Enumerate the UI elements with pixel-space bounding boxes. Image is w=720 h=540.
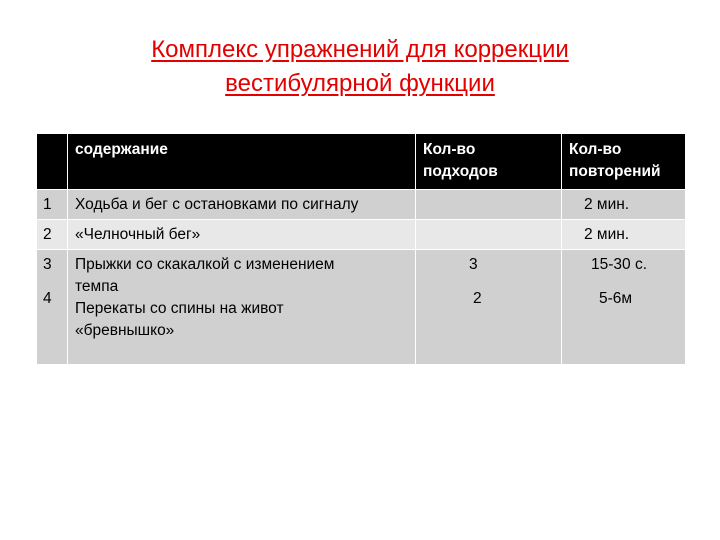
row-reps: 2 мин. (562, 220, 686, 250)
header-reps-line2: повторений (569, 163, 661, 180)
row-number-4: 4 (43, 290, 52, 307)
content-4-line1: Перекаты со спины на живот (75, 300, 284, 317)
row-number: 1 (37, 190, 68, 220)
row-numbers (37, 250, 68, 365)
row-content (68, 250, 416, 365)
row-reps (562, 250, 686, 365)
header-reps (562, 134, 686, 190)
row-sets (416, 190, 562, 220)
content-3-line2: темпа (75, 278, 119, 295)
row-content: Ходьба и бег с остановками по сигналу (68, 190, 416, 220)
title-line-1: Комплекс упражнений для коррекции (151, 36, 569, 63)
content-4-line2: «бревнышко» (75, 322, 175, 339)
row-number: 2 (37, 220, 68, 250)
reps-4: 5-6м (599, 290, 633, 307)
row-reps: 2 мин. (562, 190, 686, 220)
row-content: «Челночный бег» (68, 220, 416, 250)
row-sets (416, 250, 562, 365)
reps-3: 15-30 с. (591, 256, 648, 273)
header-content: содержание (68, 134, 416, 190)
exercise-table (36, 133, 686, 365)
content-3-line1: Прыжки со скакалкой с изменением (75, 256, 335, 273)
table-row (37, 190, 686, 220)
header-number (37, 134, 68, 190)
table-row (37, 220, 686, 250)
header-sets-line2: подходов (423, 163, 498, 180)
row-sets (416, 220, 562, 250)
slide-title (0, 33, 720, 101)
header-reps-line1: Кол-во (569, 141, 622, 158)
sets-3: 3 (469, 256, 478, 273)
title-line-2: вестибулярной функции (225, 70, 495, 97)
table-header-row (37, 134, 686, 190)
table-row (37, 250, 686, 365)
header-sets-line1: Кол-во (423, 141, 476, 158)
header-sets (416, 134, 562, 190)
sets-4: 2 (473, 290, 482, 307)
row-number-3: 3 (43, 256, 52, 273)
